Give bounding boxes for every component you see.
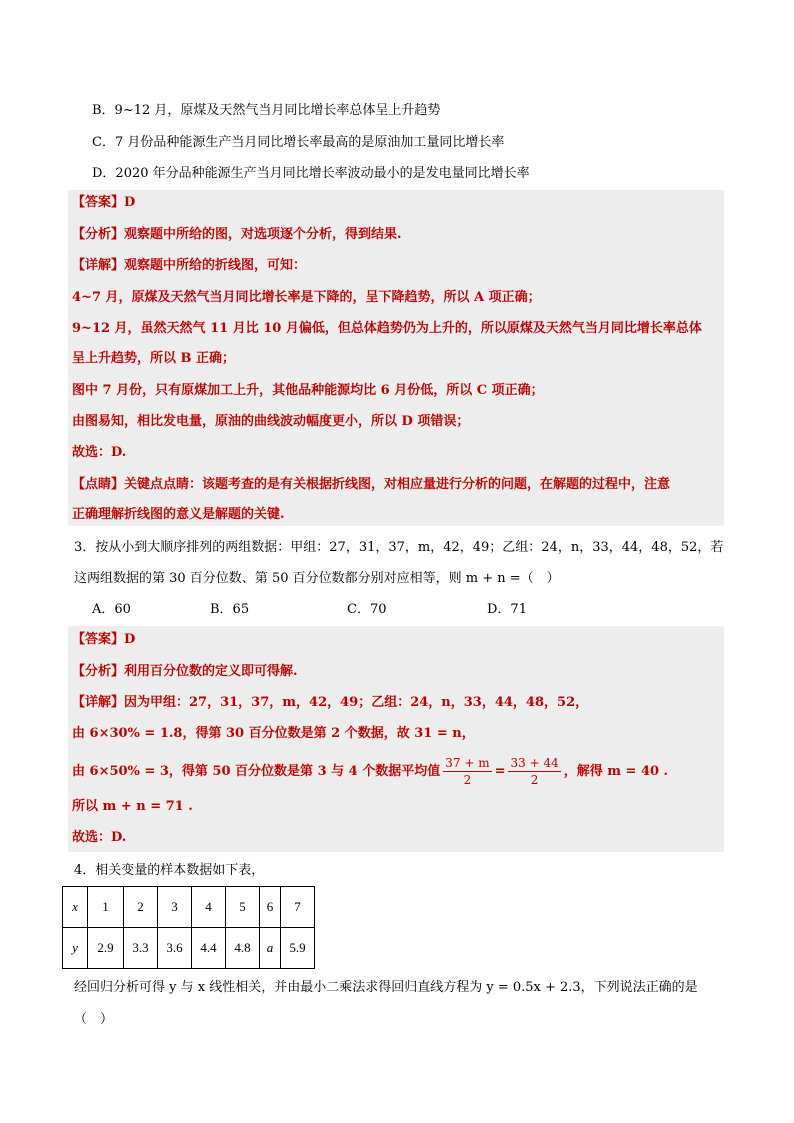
fraction-37-m: $\frac{37 + m}{2}$ <box>445 756 490 787</box>
table-cell: x <box>63 887 88 928</box>
q2-comment-a: 【点睛】关键点点睛：该题考查的是有关根据折线图，对相应量进行分析的问题，在解题的过程中，注意 <box>72 477 671 492</box>
table-cell: 4 <box>192 887 226 928</box>
q2-analysis: 【分析】观察题中所给的图，对选项逐个分析，得到结果. <box>72 227 402 242</box>
q3-stem-b: 这两组数据的第 30 百分位数、第 50 百分位数都分别对应相等，则 m + n =（ ） <box>74 571 560 586</box>
table-cell: 5.9 <box>281 928 315 969</box>
table-cell: 1 <box>88 887 124 928</box>
table-cell: 2 <box>124 887 158 928</box>
q4-stem: 4．相关变量的样本数据如下表， <box>74 863 265 878</box>
q2-detail-2a: 9~12 月，虽然天然气 11 月比 10 月偏低，但总体趋势仍为上升的，所以原煤及天然气当月同比增长率总体 <box>72 321 702 336</box>
q2-option-c: C．7 月份品种能源生产当月同比增长率最高的是原油加工量同比增长率 <box>92 135 505 150</box>
fraction-33-44: $\frac{33 + 44}{2}$ <box>510 756 559 787</box>
table-cell: 4.8 <box>226 928 260 969</box>
sample-data-table <box>62 886 315 969</box>
q2-detail-2b: 呈上升趋势，所以 B 正确； <box>72 351 236 366</box>
q3-option-a: A．60 <box>92 602 131 617</box>
q3-choose: 故选：D. <box>72 830 127 845</box>
q2-detail-head: 【详解】观察题中所给的折线图，可知： <box>72 258 307 273</box>
q2-detail-3: 图中 7 月份，只有原煤加工上升，其他品种能源均比 6 月份低，所以 C 项正确； <box>72 383 544 398</box>
q3-option-b: B．65 <box>210 602 250 617</box>
table-cell: 3 <box>158 887 192 928</box>
table-cell: y <box>63 928 88 969</box>
q3-answer: 【答案】D <box>72 632 136 647</box>
table-cell: 4.4 <box>192 928 226 969</box>
q2-choose: 故选：D. <box>72 445 127 460</box>
q2-option-b: B．9~12 月，原煤及天然气当月同比增长率总体呈上升趋势 <box>92 103 441 118</box>
q3-solution-box <box>68 626 724 852</box>
q3-detail-3-post: ，解得 m = 40 . <box>563 764 669 779</box>
q4-text-b: （ ） <box>74 1012 114 1027</box>
q3-option-c: C．70 <box>347 602 387 617</box>
table-cell: 7 <box>281 887 315 928</box>
table-cell: 2.9 <box>88 928 124 969</box>
q2-detail-1: 4~7 月，原煤及天然气当月同比增长率是下降的，呈下降趋势，所以 A 项正确； <box>72 290 541 305</box>
q3-detail-4: 所以 m + n = 71 . <box>72 799 193 814</box>
q2-comment-b: 正确理解折线图的意义是解题的关键. <box>72 507 285 522</box>
q3-option-d: D．71 <box>487 602 527 617</box>
table-cell: 5 <box>226 887 260 928</box>
equals-sign: = <box>494 764 506 779</box>
q2-answer: 【答案】D <box>72 195 136 210</box>
q3-stem-a: 3．按从小到大顺序排列的两组数据：甲组：27，31，37，m，42，49；乙组：24，n，33，44，48，52，若 <box>74 540 724 555</box>
q2-detail-4: 由图易知，相比发电量，原油的曲线波动幅度更小，所以 D 项错误； <box>72 414 470 429</box>
table-row-x <box>63 887 315 928</box>
q3-detail-3-pre: 由 6×50% = 3，得第 50 百分位数是第 3 与 4 个数据平均值 <box>72 764 441 779</box>
q3-analysis: 【分析】利用百分位数的定义即可得解. <box>72 664 298 679</box>
q3-detail-2: 由 6×30% = 1.8，得第 30 百分位数是第 2 个数据，故 31 = n， <box>72 726 475 741</box>
table-cell: 3.6 <box>158 928 192 969</box>
q3-detail-1: 【详解】因为甲组：27，31，37，m，42，49；乙组：24，n，33，44，48，52， <box>72 695 589 710</box>
table-row-y <box>63 928 315 969</box>
q4-text-a: 经回归分析可得 y 与 x 线性相关，并由最小二乘法求得回归直线方程为 y = 0.5x + 2.3，下列说法正确的是 <box>74 980 698 995</box>
table-cell: 6 <box>260 887 281 928</box>
q3-detail-3 <box>72 754 668 790</box>
q2-solution-box <box>68 190 724 526</box>
table-cell: 3.3 <box>124 928 158 969</box>
q2-option-d: D．2020 年分品种能源生产当月同比增长率波动最小的是发电量同比增长率 <box>92 166 530 181</box>
table-cell: a <box>260 928 281 969</box>
